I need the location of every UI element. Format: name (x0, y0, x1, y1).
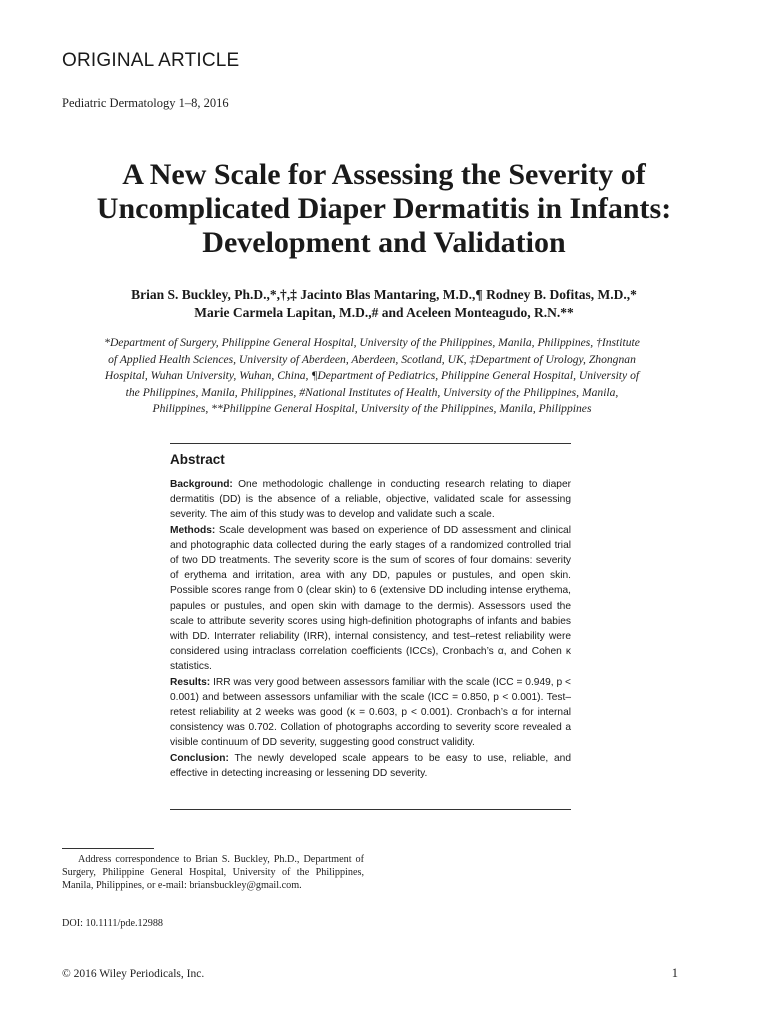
affiliation-line: the Philippines, Manila, Philippines, #National Institutes of Health, University of the Philippines, Manila, (125, 385, 619, 399)
abstract-heading: Abstract (170, 452, 225, 467)
title-line: Development and Validation (202, 226, 566, 259)
doi: DOI: 10.1111/pde.12988 (62, 918, 164, 929)
page-number: 1 (671, 966, 678, 980)
affiliations (62, 335, 682, 418)
title-line: A New Scale for Assessing the Severity of (122, 158, 646, 191)
affiliation-line: of Applied Health Sciences, University of Aberdeen, Aberdeen, Scotland, UK, ‡Department of Urology, Zhongnan (108, 352, 636, 366)
abstract-conclusion (170, 751, 571, 781)
abstract-results-text: IRR was very good between assessors familiar with the scale (ICC = 0.949, p < 0.001) and between assessors unfamiliar with the scale (ICC = 0.850, p < 0.001). Test–retest reliability at 2 weeks was good (κ = 0.603, p < 0.001). Cronbach’s α for internal consistency was 0.702. Collation of photographs according to severity score revealed a visible continuum of DD severity, suggesting good construct validity. (170, 676, 571, 749)
affiliation-line: Philippines, **Philippine General Hospital, University of the Philippines, Manila, Philippines (152, 402, 592, 415)
abstract-methods-text: Scale development was based on experience of DD assessment and clinical and photographic data collected during the early stages of a randomized controlled trial of two DD treatments. The severity score is the sum of scores of four domains: severity of erythema and irritation, area with any DD, papules or pustules, and open skin. Possible scores range from 0 (clear skin) to 6 (extensive DD including intense erythema, papules or pustules, and open skin with damage to the dermis). Assessors used the scale to attribute severity scores using high-definition photographs of infants and babies with DD. Interrater reliability (IRR), internal consistency, and test–retest reliability were considered using intraclass correlation coefficients (ICCs), Cronbach’s α, and Cohen κ statistics. (170, 524, 571, 673)
abstract-conclusion-text: The newly developed scale appears to be easy to use, reliable, and effective in detecting increasing or lessening DD severity. (170, 752, 571, 779)
article-title (40, 158, 728, 260)
journal-citation: Pediatric Dermatology 1–8, 2016 (62, 96, 229, 110)
author-line: Marie Carmela Lapitan, M.D.,# and Aceleen Monteagudo, R.N.** (194, 305, 574, 320)
title-line: Uncomplicated Diaper Dermatitis in Infants: (96, 192, 672, 225)
abstract-conclusion-label: Conclusion: (170, 752, 229, 764)
abstract-results-label: Results: (170, 676, 211, 688)
copyright: © 2016 Wiley Periodicals, Inc. (62, 968, 205, 980)
author-line: Brian S. Buckley, Ph.D.,*,†,‡ Jacinto Blas Mantaring, M.D.,¶ Rodney B. Dofitas, M.D.,* (131, 287, 637, 302)
affiliation-line: Hospital, Wuhan University, Wuhan, China, ¶Department of Pediatrics, Philippine General Hospital, University of (104, 369, 640, 382)
author-list (40, 286, 728, 322)
abstract-background (170, 477, 571, 523)
abstract-top-rule (170, 443, 571, 444)
abstract-methods-label: Methods: (170, 524, 216, 536)
abstract-box (170, 452, 571, 781)
footnote-rule (62, 848, 154, 849)
correspondence-note: Address correspondence to Brian S. Buckley, Ph.D., Department of Surgery, Philippine General Hospital, University of the Philippines, Manila, Philippines, or e-mail: briansbuckley@gmail.com. (62, 854, 364, 891)
abstract-results (170, 675, 571, 751)
abstract-background-label: Background: (170, 479, 233, 490)
section-label: ORIGINAL ARTICLE (62, 50, 240, 71)
abstract-background-text: One methodologic challenge in conducting research relating to diaper dermatitis (DD) is the absence of a reliable, objective, validated scale for assessing severity. The aim of this study was to develop and validate such a scale. (170, 479, 571, 521)
abstract-bottom-rule (170, 809, 571, 810)
affiliation-line: *Department of Surgery, Philippine General Hospital, University of the Philippines, Manila, Philippines, †Institute (104, 336, 640, 349)
abstract-methods (170, 523, 571, 675)
